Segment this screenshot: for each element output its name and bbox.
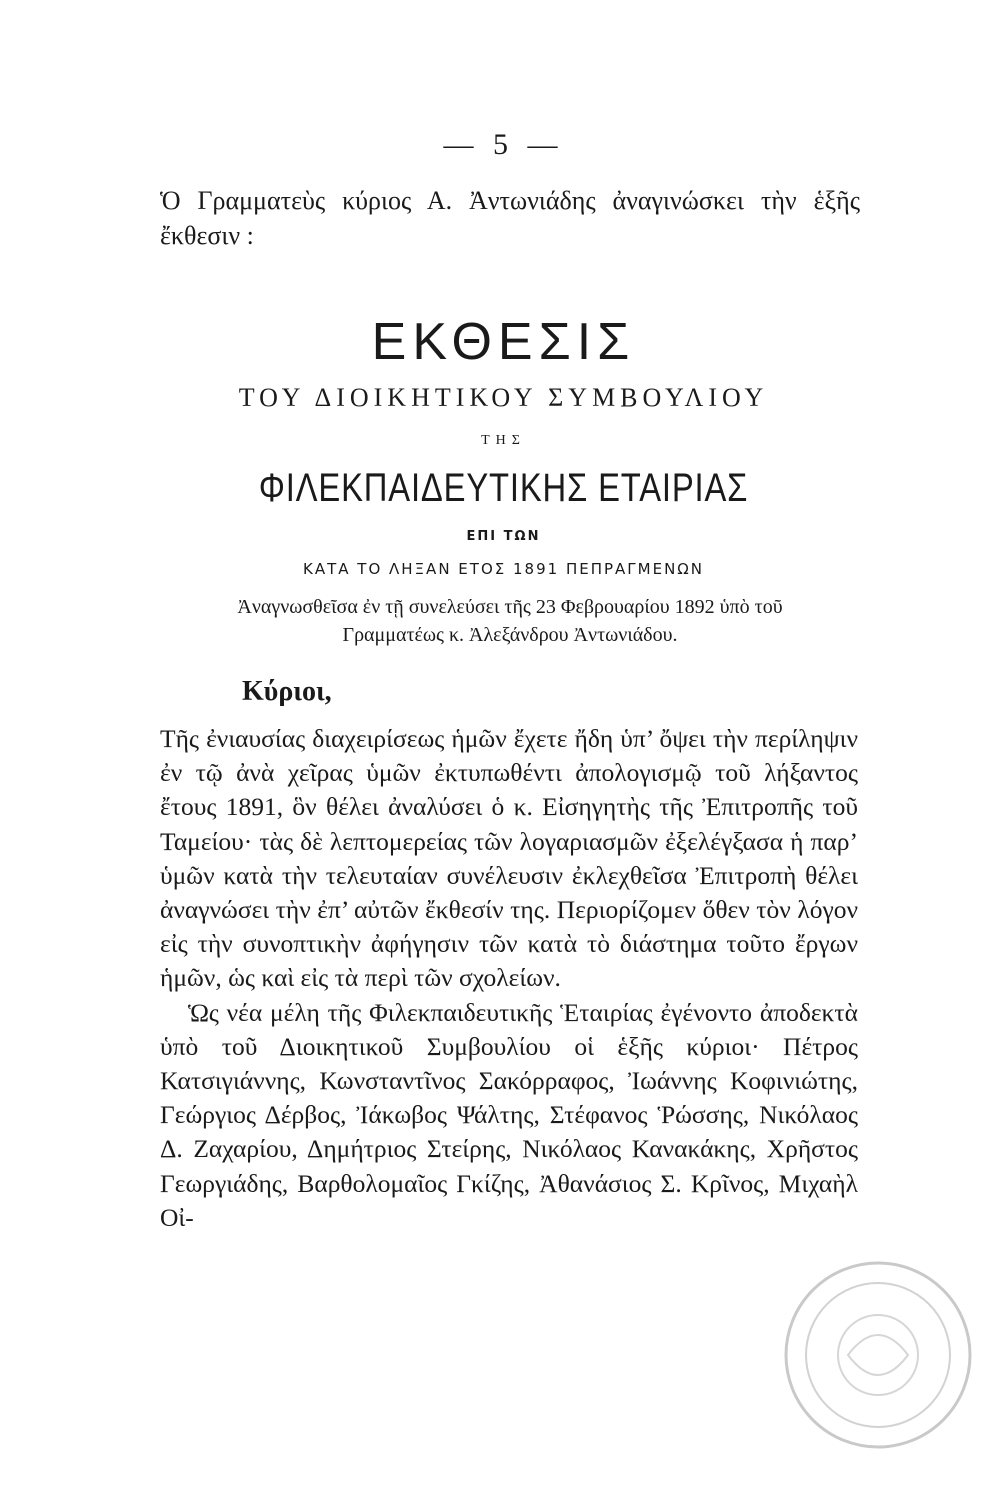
paragraph-2: Ὡς νέα μέλη τῆς Φιλεκπαιδευτικῆς Ἑταιρίας ἐγένοντο ἀποδεκτὰ ὑπὸ τοῦ Διοικητικοῦ Συμβουλίου οἱ ἑξῆς κύριοι· Πέτρος Κατσιγιάννης, Κωνσταντῖνος Σακόρραφος, Ἰωάννης Κοφινιώτης, Γεώργιος Δέρβος, Ἰάκωβος Ψάλτης, Στέφανος Ῥώσσης, Νικόλαος Δ. Ζαχαρίου, Δημήτριος Στείρης, Νικόλαος Κανακάκης, Χρῆστος Γεωργιάδης, Βαρθολομαῖος Γκίζης, Ἀθανάσιος Σ. Κρῖνος, Μιχαὴλ Οἰ- [160,997,858,1232]
report-subtitle-board: ΤΟΥ ΔΙΟΙΚΗΤΙΚΟΥ ΣΥΜΒΟΥΛΙΟΥ [238,383,769,412]
society-name: ΦΙΛΕΚΠΑΙΔΕΥΤΙΚΗΣ ΕΤΑΙΡΙΑΣ [258,466,749,510]
report-subtitle-year: ΚΑΤΑ ΤΟ ΛΗΞΑΝ ΕΤΟΣ 1891 ΠΕΠΡΑΓΜΕΝΩΝ [303,560,704,578]
report-title: ΕΚΘΕΣΙΣ [371,313,636,371]
body-text [160,722,858,1235]
read-note-line-2: Γραμματέως κ. Ἀλεξάνδρου Ἀντωνιάδου. [342,624,678,646]
read-note-line-1: Ἀναγνωσθεῖσα ἐν τῇ συνελεύσει τῆς 23 Φεβρουαρίου 1892 ὑπὸ τοῦ [237,596,783,618]
page-number: — 5 — [443,128,564,161]
library-stamp-icon [778,1255,978,1455]
greeting: Κύριοι, [242,676,332,707]
paragraph-1: Τῆς ἐνιαυσίας διαχειρίσεως ἡμῶν ἔχετε ἤδη ὑπ’ ὄψει τὴν περίληψιν ἐν τῷ ἀνὰ χεῖρας ὑμῶν ἐκτυπωθέντι ἀπολογισμῷ τοῦ λήξαντος ἔτους 1891, ὃν θέλει ἀναλύσει ὁ κ. Εἰσηγητὴς τῆς Ἐπιτροπῆς τοῦ Ταμείου· τὰς δὲ λεπτομερείας τῶν λογαριασμῶν ἐξελέγξασα ἡ παρ’ ὑμῶν κατὰ τὴν τελευταίαν συνέλευσιν ἐκλεχθεῖσα Ἐπιτροπὴ θέλει ἀναγνώσει τὴν ἐπ’ αὐτῶν ἔκθεσίν της. Περιορίζομεν ὅθεν τὸν λόγον εἰς τὴν συνοπτικὴν ἀφήγησιν τῶν κατὰ τὸ διάστημα τοῦτο ἔργων ἡμῶν, ὡς καὶ εἰς τὰ περὶ τῶν σχολείων. [160,724,858,993]
report-subtitle-of: ΤΗΣ [481,433,526,448]
read-note [160,593,860,649]
intro-line: Ὁ Γραμματεὺς κύριος Α. Ἀντωνιάδης ἀναγινώσκει τὴν ἑξῆς ἔκθεσιν : [160,186,860,250]
report-subtitle-on: ΕΠΙ ΤΩΝ [466,529,541,544]
